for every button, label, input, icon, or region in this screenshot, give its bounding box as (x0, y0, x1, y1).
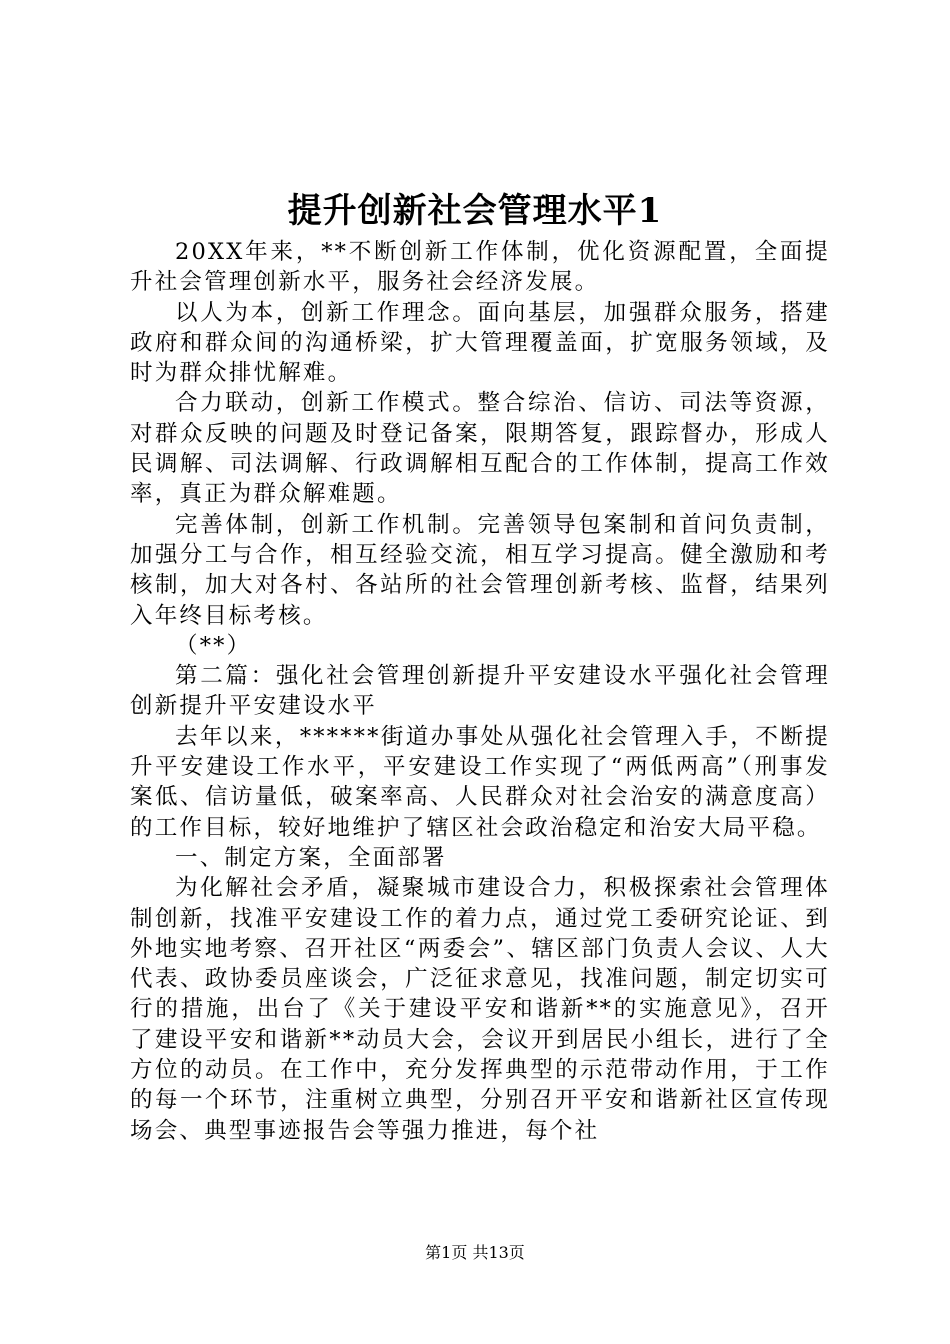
document-body (130, 237, 830, 1146)
paragraph-last-year: 去年以来，******街道办事处从强化社会管理入手，不断提升平安建设工作水平，平安建设工作实现了“两低两高”（刑事发案低、信访量低，破案率高、人民群众对社会治安的满意度高）的工作目标，较好地维护了辖区社会政治稳定和治安大局平稳。 (130, 723, 830, 841)
section-heading-1: 一、制定方案，全面部署 (175, 844, 447, 871)
document-title: 提升创新社会管理水平1 (287, 191, 663, 231)
paragraph-improve-system: 完善体制，创新工作机制。完善领导包案制和首问负责制，加强分工与合作，相互经验交流，相互学习提高。健全激励和考核制，加大对各村、各站所的社会管理创新考核、监督，结果列入年终目标考核。 (130, 511, 830, 629)
page-footer: 第1页 共13页 (425, 1243, 525, 1262)
paragraph-resolve-conflicts: 为化解社会矛盾，凝聚城市建设合力，积极探索社会管理体制创新，找准平安建设工作的着力点，通过党工委研究论证、到外地实地考察、召开社区“两委会”、辖区部门负责人会议、人大代表、政协委员座谈会，广泛征求意见，找准问题，制定切实可行的措施，出台了《关于建设平安和谐新**的实施意见》，召开了建设平安和谐新**动员大会，会议开到居民小组长，进行了全方位的动员。在工作中，充分发挥典型的示范带动作用，于工作的每一个环节，注重树立典型，分别召开平安和谐新社区宣传现场会、典型事迹报告会等强力推进，每个社 (130, 875, 830, 1144)
paragraph-people-oriented: 以人为本，创新工作理念。面向基层，加强群众服务，搭建政府和群众间的沟通桥梁，扩大管理覆盖面，扩宽服务领域，及时为群众排忧解难。 (130, 299, 830, 387)
paragraph-second-article-heading: 第二篇：强化社会管理创新提升平安建设水平强化社会管理创新提升平安建设水平 (130, 663, 830, 720)
paragraph-source-note: （**） (175, 632, 252, 659)
paragraph-joint-action: 合力联动，创新工作模式。整合综治、信访、司法等资源，对群众反映的问题及时登记备案，限期答复，跟踪督办，形成人民调解、司法调解、行政调解相互配合的工作体制，提高工作效率，真正为群众解难题。 (130, 390, 830, 508)
paragraph-intro: 20XX年来，**不断创新工作体制，优化资源配置，全面提升社会管理创新水平，服务社会经济发展。 (130, 239, 830, 296)
